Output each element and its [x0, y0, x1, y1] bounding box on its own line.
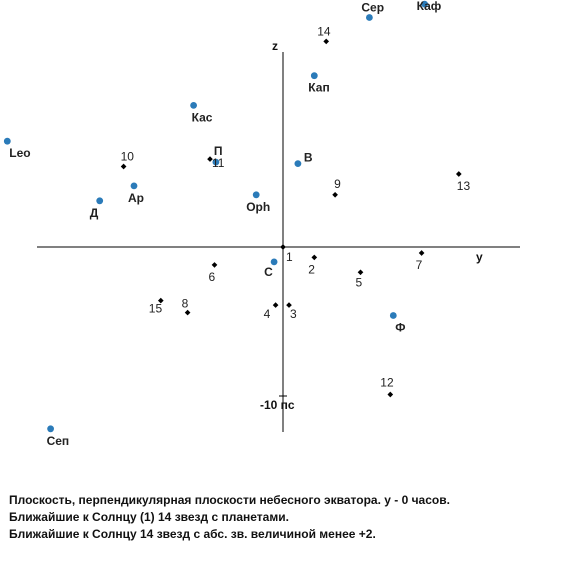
point-label-13: 13: [456, 179, 471, 193]
star-marker-Сер: [366, 14, 373, 21]
point-label-3: 3: [290, 307, 297, 322]
point-label-8: 8: [181, 296, 189, 311]
point-label-4: 4: [263, 307, 271, 322]
star-marker-В: [295, 160, 302, 167]
point-label-Сеп: Сеп: [46, 433, 70, 448]
point-label-15: 15: [148, 301, 163, 316]
point-label-9: 9: [334, 176, 341, 191]
points-layer: [4, 0, 471, 448]
caption-line-1: Плоскость, перпендикулярная плоскости небесного экватора. y - 0 часов.: [9, 493, 450, 507]
point-label-Ф: Ф: [395, 320, 406, 335]
point-label-14: 14: [317, 24, 331, 39]
planet-host-marker-2: [311, 255, 317, 261]
planet-host-marker-5: [358, 269, 364, 275]
star-marker-Сеп: [47, 425, 54, 432]
point-label-Сер: Сер: [361, 0, 385, 15]
point-label-11: 11: [212, 156, 225, 171]
point-label-С: С: [264, 264, 273, 279]
planet-host-marker-1: [280, 244, 286, 250]
point-label-Каф: Каф: [416, 0, 442, 14]
point-label-П: П: [213, 144, 223, 159]
point-label-В: В: [303, 150, 313, 165]
z-axis-label: z: [272, 39, 278, 53]
point-label-12: 12: [380, 375, 394, 390]
caption-line-2: Ближайшие к Солнцу (1) 14 звезд с планетами.: [9, 510, 289, 524]
planet-host-marker-9: [332, 192, 338, 198]
star-marker-Кас: [190, 102, 197, 109]
planet-host-marker-14: [323, 39, 329, 45]
point-label-Кап: Кап: [308, 80, 330, 95]
planet-host-marker-7: [419, 250, 425, 256]
point-label-Кас: Кас: [191, 110, 213, 125]
point-label-Leo: Leo: [9, 146, 31, 161]
point-label-Oph: Oph: [246, 199, 271, 214]
star-marker-Oph: [253, 191, 260, 198]
point-label-1: 1: [286, 250, 293, 264]
star-marker-Leo: [4, 138, 11, 145]
scale-label: -10 пс: [260, 398, 295, 412]
star-marker-Д: [96, 197, 103, 204]
caption-line-3: Ближайшие к Солнцу 14 звезд с абс. зв. величиной менее +2.: [9, 527, 376, 541]
planet-host-marker-4: [273, 302, 279, 308]
caption: [9, 492, 557, 543]
planet-host-marker-10: [121, 164, 127, 170]
point-label-Д: Д: [89, 205, 99, 220]
point-label-7: 7: [415, 258, 423, 272]
point-label-10: 10: [120, 149, 134, 164]
point-label-6: 6: [208, 269, 216, 284]
planet-host-marker-12: [387, 392, 393, 398]
planet-host-marker-6: [212, 262, 218, 268]
point-label-Ар: Ар: [128, 190, 144, 205]
planet-host-marker-13: [456, 171, 462, 177]
point-label-5: 5: [355, 275, 363, 290]
axes: [37, 39, 520, 432]
star-marker-Кап: [311, 72, 318, 79]
star-marker-Ар: [131, 183, 138, 190]
planet-host-marker-8: [185, 310, 191, 316]
star-marker-Ф: [390, 312, 397, 319]
x-axis-label: y: [476, 250, 483, 264]
point-label-2: 2: [308, 262, 315, 277]
